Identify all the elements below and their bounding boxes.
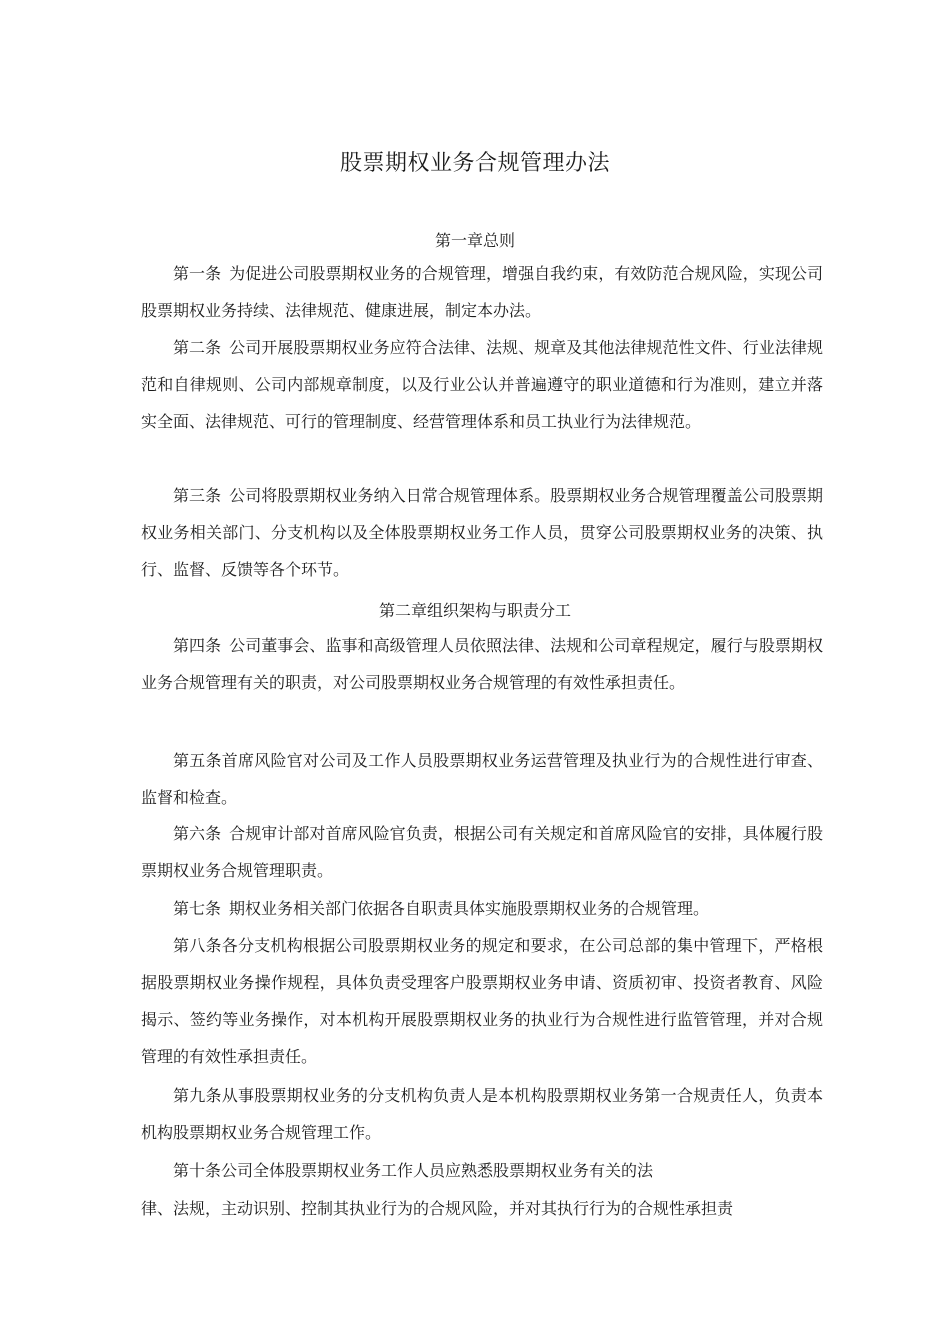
article-text: 各分支机构根据公司股票期权业务的规定和要求，在公司总部的集中管理下，严格根据股票期权业务操作规程，具体负责受理客户股票期权业务申请、资质初审、投资者教育、风险揭示、签约等业务操作，对本机构开展股票期权业务的执业行为合规性进行监管管理，并对合规管理的有效性承担责任。 [141,936,823,1066]
article-number: 第六条 [173,824,222,843]
article-1 [141,255,823,329]
article-number: 第二条 [173,338,222,357]
article-5 [141,742,823,816]
article-number: 第十条 [173,1161,222,1180]
article-10 [141,1152,823,1189]
chapter-heading-2: 第二章组织架构与职责分工 [378,601,571,620]
article-number: 第五条 [173,751,222,770]
article-text: 公司开展股票期权业务应符合法律、法规、规章及其他法律规范性文件、行业法律规范和自律规则、公司内部规章制度，以及行业公认并普遍遵守的职业道德和行为准则，建立并落实全面、法律规范、可行的管理制度、经营管理体系和员工执业行为法律规范。 [141,338,823,431]
article-text: 首席风险官对公司及工作人员股票期权业务运营管理及执业行为的合规性进行审查、监督和检查。 [141,751,823,807]
chapter-heading-1: 第一章总则 [434,231,515,250]
article-number: 第四条 [173,636,222,655]
article-number: 第七条 [173,899,222,918]
article-text: 合规审计部对首席风险官负责，根据公司有关规定和首席风险官的安排，具体履行股票期权业务合规管理职责。 [141,824,823,880]
article-4 [141,627,823,701]
article-number: 第三条 [173,486,222,505]
article-text: 为促进公司股票期权业务的合规管理，增强自我约束，有效防范合规风险，实现公司股票期权业务持续、法律规范、健康进展，制定本办法。 [141,264,823,320]
article-text: 期权业务相关部门依据各自职责具体实施股票期权业务的合规管理。 [229,899,710,918]
article-number: 第九条 [173,1086,222,1105]
article-number: 第八条 [173,936,222,955]
article-6 [141,815,823,889]
article-8 [141,927,823,1075]
article-text: 公司董事会、监事和高级管理人员依照法律、法规和公司章程规定，履行与股票期权业务合规管理有关的职责，对公司股票期权业务合规管理的有效性承担责任。 [141,636,823,692]
article-7 [141,890,823,927]
article-text: 从事股票期权业务的分支机构负责人是本机构股票期权业务第一合规责任人，负责本机构股票期权业务合规管理工作。 [141,1086,823,1142]
article-text: 公司将股票期权业务纳入日常合规管理体系。股票期权业务合规管理覆盖公司股票期权业务相关部门、分支机构以及全体股票期权业务工作人员，贯穿公司股票期权业务的决策、执行、监督、反馈等各个环节。 [141,486,823,579]
article-10-continuation: 律、法规，主动识别、控制其执业行为的合规风险，并对其执行行为的合规性承担责 [141,1199,734,1218]
article-number: 第一条 [173,264,222,283]
article-3 [141,477,823,588]
article-9 [141,1077,823,1151]
document-title: 股票期权业务合规管理办法 [339,151,610,176]
article-text: 公司全体股票期权业务工作人员应熟悉股票期权业务有关的法 [221,1161,654,1180]
article-2 [141,329,823,440]
